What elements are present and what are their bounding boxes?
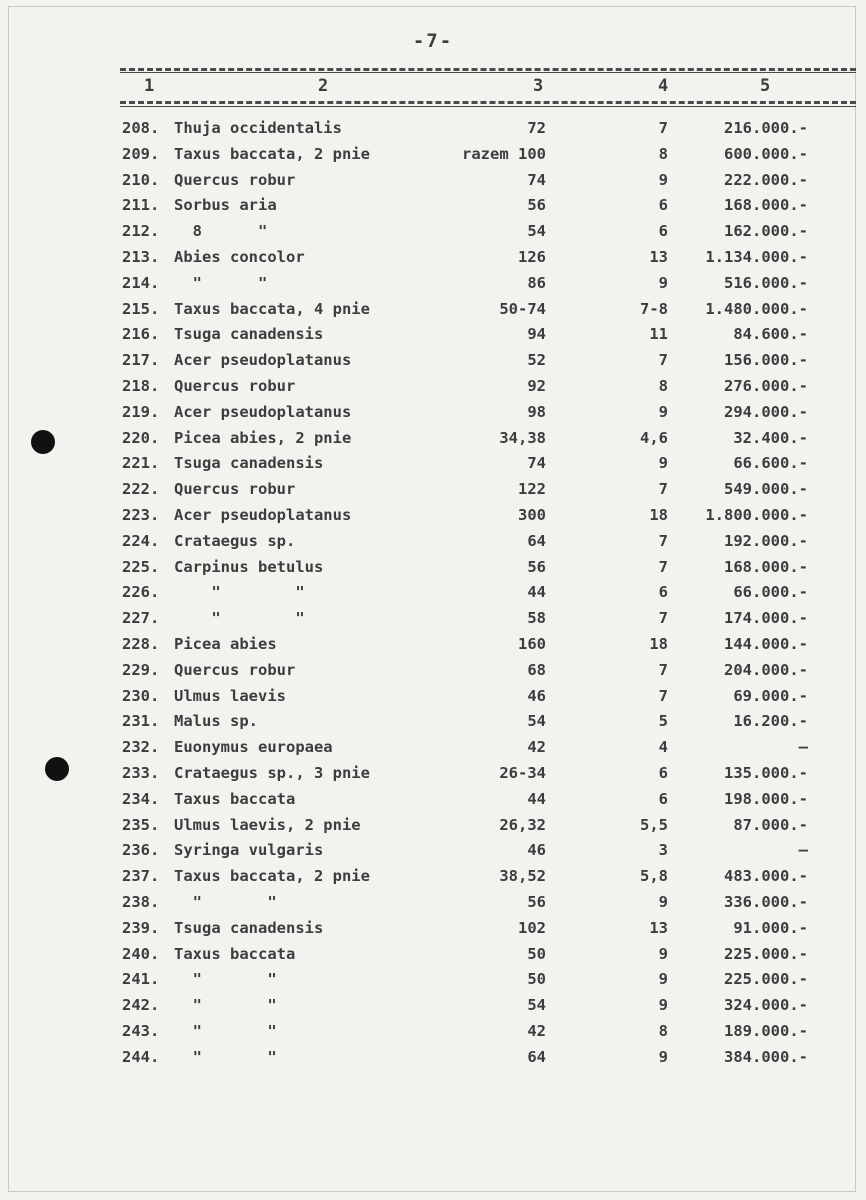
circumference-value: 50 xyxy=(527,944,546,963)
height-value: 18 xyxy=(649,505,668,524)
valuation-amount: 516.000.- xyxy=(724,273,808,292)
entry-number: 221. xyxy=(122,454,160,473)
page-number: -7- xyxy=(412,30,454,52)
circumference-value: 50 xyxy=(527,970,546,989)
valuation-amount: 192.000.- xyxy=(724,531,808,550)
species-name: " " xyxy=(174,1021,277,1040)
species-name: Picea abies, 2 pnie xyxy=(174,428,352,447)
circumference-value: 54 xyxy=(527,712,546,731)
entry-number: 208. xyxy=(122,119,160,137)
valuation-amount: 600.000.- xyxy=(724,144,808,163)
circumference-value: 56 xyxy=(527,557,546,576)
species-name: " " xyxy=(174,583,305,602)
height-value: 4 xyxy=(658,738,668,757)
height-value: 6 xyxy=(658,196,668,215)
table-row xyxy=(0,400,866,426)
species-name: Crataegus sp. xyxy=(174,531,296,550)
table-row xyxy=(0,606,866,632)
tree-table-body xyxy=(0,116,866,1070)
table-row xyxy=(0,684,866,710)
circumference-value: 52 xyxy=(527,351,546,370)
entry-number: 228. xyxy=(122,634,160,653)
table-row xyxy=(0,219,866,245)
table-row xyxy=(0,1045,866,1071)
species-name: Thuja occidentalis xyxy=(174,119,342,137)
height-value: 7-8 xyxy=(640,299,668,318)
valuation-amount: 483.000.- xyxy=(724,867,808,886)
valuation-amount: 91.000.- xyxy=(733,918,808,937)
species-name: Tsuga canadensis xyxy=(174,918,324,937)
header-rule-bottom-thin xyxy=(120,106,856,107)
height-value: 9 xyxy=(658,970,668,989)
valuation-amount: 87.000.- xyxy=(733,815,808,834)
circumference-value: 122 xyxy=(518,480,546,499)
valuation-amount: 168.000.- xyxy=(724,196,808,215)
species-name: Taxus baccata, 2 pnie xyxy=(174,867,370,886)
table-row xyxy=(0,374,866,400)
height-value: 5,8 xyxy=(640,867,668,886)
species-name: " " xyxy=(174,996,277,1015)
circumference-value: 58 xyxy=(527,609,546,628)
height-value: 6 xyxy=(658,583,668,602)
species-name: Picea abies xyxy=(174,634,277,653)
valuation-amount: 294.000.- xyxy=(724,402,808,421)
height-value: 7 xyxy=(658,480,668,499)
height-value: 13 xyxy=(649,918,668,937)
species-name: Ulmus laevis xyxy=(174,686,286,705)
species-name: Abies concolor xyxy=(174,247,305,266)
height-value: 6 xyxy=(658,763,668,782)
circumference-value: 92 xyxy=(527,376,546,395)
height-value: 18 xyxy=(649,634,668,653)
entry-number: 213. xyxy=(122,247,160,266)
species-name: Carpinus betulus xyxy=(174,557,324,576)
entry-number: 222. xyxy=(122,480,160,499)
table-row xyxy=(0,297,866,323)
height-value: 11 xyxy=(649,325,668,344)
species-name: " " xyxy=(174,970,277,989)
table-row xyxy=(0,271,866,297)
entry-number: 218. xyxy=(122,376,160,395)
height-value: 6 xyxy=(658,789,668,808)
entry-number: 227. xyxy=(122,609,160,628)
height-value: 9 xyxy=(658,996,668,1015)
entry-number: 242. xyxy=(122,996,160,1015)
entry-number: 219. xyxy=(122,402,160,421)
circumference-value: 54 xyxy=(527,222,546,241)
circumference-value: 98 xyxy=(527,402,546,421)
height-value: 7 xyxy=(658,119,668,137)
circumference-value: 26-34 xyxy=(499,763,546,782)
table-row xyxy=(0,709,866,735)
valuation-amount: 189.000.- xyxy=(724,1021,808,1040)
entry-number: 231. xyxy=(122,712,160,731)
entry-number: 216. xyxy=(122,325,160,344)
valuation-amount: — xyxy=(798,738,808,757)
species-name: Tsuga canadensis xyxy=(174,454,324,473)
table-row xyxy=(0,580,866,606)
height-value: 7 xyxy=(658,351,668,370)
table-row xyxy=(0,838,866,864)
entry-number: 239. xyxy=(122,918,160,937)
circumference-value: 126 xyxy=(518,247,546,266)
valuation-amount: 1.480.000.- xyxy=(705,299,808,318)
species-name: Crataegus sp., 3 pnie xyxy=(174,763,370,782)
table-row xyxy=(0,1019,866,1045)
valuation-amount: 84.600.- xyxy=(733,325,808,344)
valuation-amount: 384.000.- xyxy=(724,1047,808,1066)
header-rule-top xyxy=(120,68,856,71)
height-value: 8 xyxy=(658,376,668,395)
circumference-value: 44 xyxy=(527,583,546,602)
circumference-value: 46 xyxy=(527,686,546,705)
valuation-amount: 549.000.- xyxy=(724,480,808,499)
entry-number: 225. xyxy=(122,557,160,576)
species-name: Quercus robur xyxy=(174,480,296,499)
entry-number: 238. xyxy=(122,892,160,911)
table-row xyxy=(0,813,866,839)
valuation-amount: — xyxy=(798,841,808,860)
entry-number: 210. xyxy=(122,170,160,189)
entry-number: 223. xyxy=(122,505,160,524)
valuation-amount: 32.400.- xyxy=(733,428,808,447)
entry-number: 212. xyxy=(122,222,160,241)
entry-number: 237. xyxy=(122,867,160,886)
table-row xyxy=(0,967,866,993)
valuation-amount: 204.000.- xyxy=(724,660,808,679)
punch-hole xyxy=(45,757,69,781)
entry-number: 230. xyxy=(122,686,160,705)
valuation-amount: 198.000.- xyxy=(724,789,808,808)
height-value: 7 xyxy=(658,660,668,679)
circumference-value: 74 xyxy=(527,170,546,189)
height-value: 9 xyxy=(658,892,668,911)
species-name: Ulmus laevis, 2 pnie xyxy=(174,815,361,834)
circumference-value: 64 xyxy=(527,1047,546,1066)
species-name: Tsuga canadensis xyxy=(174,325,324,344)
entry-number: 241. xyxy=(122,970,160,989)
entry-number: 224. xyxy=(122,531,160,550)
table-row xyxy=(0,555,866,581)
species-name: " " xyxy=(174,892,277,911)
height-value: 7 xyxy=(658,557,668,576)
column-header-1: 1 xyxy=(144,76,155,96)
entry-number: 232. xyxy=(122,738,160,757)
species-name: Quercus robur xyxy=(174,660,296,679)
height-value: 9 xyxy=(658,402,668,421)
table-row xyxy=(0,503,866,529)
entry-number: 215. xyxy=(122,299,160,318)
height-value: 8 xyxy=(658,144,668,163)
table-row xyxy=(0,245,866,271)
height-value: 9 xyxy=(658,454,668,473)
table-row xyxy=(0,942,866,968)
column-header-3: 3 xyxy=(533,76,544,96)
height-value: 9 xyxy=(658,944,668,963)
circumference-value: 54 xyxy=(527,996,546,1015)
table-row xyxy=(0,529,866,555)
circumference-value: 38,52 xyxy=(499,867,546,886)
entry-number: 234. xyxy=(122,789,160,808)
species-name: Taxus baccata xyxy=(174,789,296,808)
species-name: 8 " xyxy=(174,222,268,241)
table-row xyxy=(0,193,866,219)
circumference-value: 56 xyxy=(527,892,546,911)
height-value: 4,6 xyxy=(640,428,668,447)
circumference-value: 56 xyxy=(527,196,546,215)
column-header-2: 2 xyxy=(318,76,329,96)
circumference-value: 300 xyxy=(518,505,546,524)
valuation-amount: 1.134.000.- xyxy=(705,247,808,266)
circumference-value: 68 xyxy=(527,660,546,679)
circumference-value: 86 xyxy=(527,273,546,292)
height-value: 7 xyxy=(658,686,668,705)
circumference-value: 42 xyxy=(527,1021,546,1040)
table-row xyxy=(0,477,866,503)
column-header-4: 4 xyxy=(658,76,669,96)
entry-number: 243. xyxy=(122,1021,160,1040)
entry-number: 235. xyxy=(122,815,160,834)
species-name: Euonymus europaea xyxy=(174,738,333,757)
table-row xyxy=(0,348,866,374)
circumference-value: 44 xyxy=(527,789,546,808)
species-name: Quercus robur xyxy=(174,170,296,189)
valuation-amount: 162.000.- xyxy=(724,222,808,241)
species-name: Acer pseudoplatanus xyxy=(174,402,352,421)
species-name: Sorbus aria xyxy=(174,196,277,215)
valuation-amount: 216.000.- xyxy=(724,119,808,137)
valuation-amount: 324.000.- xyxy=(724,996,808,1015)
table-row xyxy=(0,890,866,916)
valuation-amount: 66.000.- xyxy=(733,583,808,602)
table-row xyxy=(0,761,866,787)
table-row xyxy=(0,993,866,1019)
circumference-value: razem 100 xyxy=(462,144,546,163)
valuation-amount: 276.000.- xyxy=(724,376,808,395)
entry-number: 220. xyxy=(122,428,160,447)
height-value: 7 xyxy=(658,531,668,550)
valuation-amount: 174.000.- xyxy=(724,609,808,628)
table-row xyxy=(0,787,866,813)
height-value: 13 xyxy=(649,247,668,266)
height-value: 5 xyxy=(658,712,668,731)
entry-number: 233. xyxy=(122,763,160,782)
entry-number: 226. xyxy=(122,583,160,602)
table-row xyxy=(0,426,866,452)
circumference-value: 72 xyxy=(527,119,546,137)
valuation-amount: 16.200.- xyxy=(733,712,808,731)
valuation-amount: 156.000.- xyxy=(724,351,808,370)
punch-hole xyxy=(31,430,55,454)
entry-number: 240. xyxy=(122,944,160,963)
height-value: 8 xyxy=(658,1021,668,1040)
circumference-value: 26,32 xyxy=(499,815,546,834)
circumference-value: 42 xyxy=(527,738,546,757)
valuation-amount: 66.600.- xyxy=(733,454,808,473)
circumference-value: 94 xyxy=(527,325,546,344)
table-row xyxy=(0,451,866,477)
entry-number: 244. xyxy=(122,1047,160,1066)
circumference-value: 34,38 xyxy=(499,428,546,447)
valuation-amount: 1.800.000.- xyxy=(705,505,808,524)
species-name: Taxus baccata, 2 pnie xyxy=(174,144,370,163)
circumference-value: 50-74 xyxy=(499,299,546,318)
height-value: 3 xyxy=(658,841,668,860)
species-name: Taxus baccata, 4 pnie xyxy=(174,299,370,318)
header-rule-bottom xyxy=(120,101,856,104)
table-row xyxy=(0,916,866,942)
circumference-value: 160 xyxy=(518,634,546,653)
height-value: 5,5 xyxy=(640,815,668,834)
table-row xyxy=(0,735,866,761)
entry-number: 211. xyxy=(122,196,160,215)
species-name: Acer pseudoplatanus xyxy=(174,505,352,524)
circumference-value: 102 xyxy=(518,918,546,937)
valuation-amount: 222.000.- xyxy=(724,170,808,189)
table-row xyxy=(0,168,866,194)
table-row xyxy=(0,116,866,142)
species-name: " " xyxy=(174,609,305,628)
valuation-amount: 225.000.- xyxy=(724,970,808,989)
circumference-value: 74 xyxy=(527,454,546,473)
valuation-amount: 336.000.- xyxy=(724,892,808,911)
entry-number: 217. xyxy=(122,351,160,370)
table-row xyxy=(0,322,866,348)
entry-number: 229. xyxy=(122,660,160,679)
species-name: " " xyxy=(174,1047,277,1066)
entry-number: 214. xyxy=(122,273,160,292)
circumference-value: 64 xyxy=(527,531,546,550)
species-name: Malus sp. xyxy=(174,712,258,731)
entry-number: 236. xyxy=(122,841,160,860)
species-name: Syringa vulgaris xyxy=(174,841,324,860)
circumference-value: 46 xyxy=(527,841,546,860)
height-value: 7 xyxy=(658,609,668,628)
table-row xyxy=(0,864,866,890)
valuation-amount: 69.000.- xyxy=(733,686,808,705)
height-value: 9 xyxy=(658,170,668,189)
header-rule-top-thin xyxy=(120,72,856,73)
height-value: 9 xyxy=(658,1047,668,1066)
species-name: Taxus baccata xyxy=(174,944,296,963)
height-value: 9 xyxy=(658,273,668,292)
table-row xyxy=(0,142,866,168)
species-name: Quercus robur xyxy=(174,376,296,395)
height-value: 6 xyxy=(658,222,668,241)
entry-number: 209. xyxy=(122,144,160,163)
valuation-amount: 168.000.- xyxy=(724,557,808,576)
table-row xyxy=(0,632,866,658)
valuation-amount: 135.000.- xyxy=(724,763,808,782)
valuation-amount: 144.000.- xyxy=(724,634,808,653)
species-name: " " xyxy=(174,273,268,292)
valuation-amount: 225.000.- xyxy=(724,944,808,963)
table-row xyxy=(0,658,866,684)
column-header-5: 5 xyxy=(760,76,771,96)
species-name: Acer pseudoplatanus xyxy=(174,351,352,370)
